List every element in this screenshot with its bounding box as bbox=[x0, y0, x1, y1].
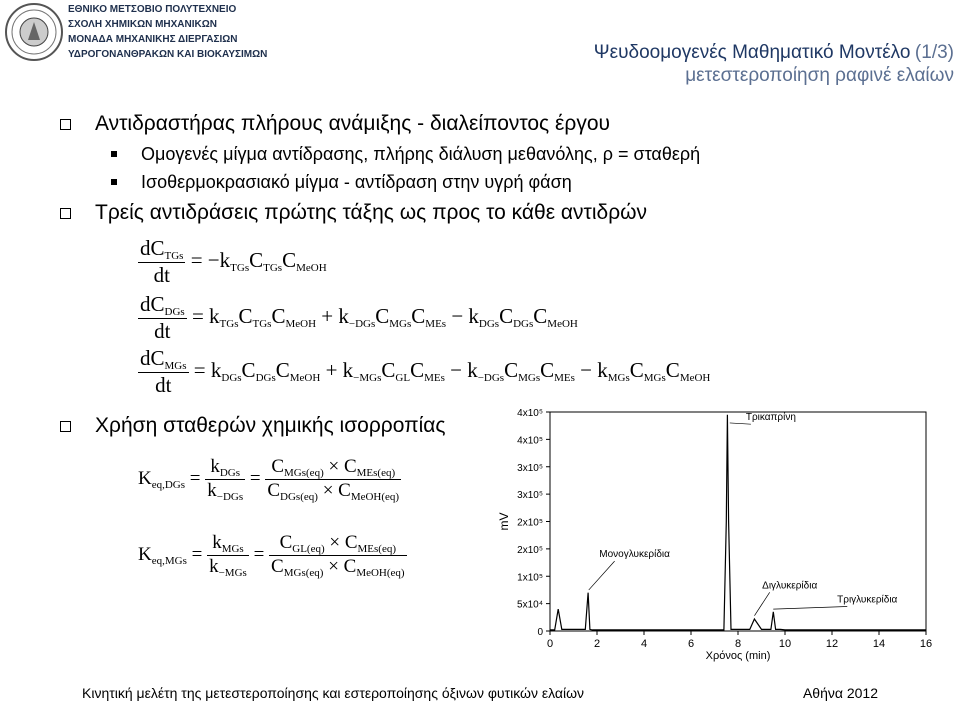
institution-name bbox=[68, 2, 267, 62]
equilibrium-equation-dgs: $K_{eq,DGs}$ = $\frac{k_{DGs}}{k_{-DGs}}$ = $\frac{C_{MGs(eq)} \times C_{MEs(eq)}}{C_{DGs(eq)} \times C_{MeOH(eq)}}$ bbox=[138, 456, 400, 503]
institution-line: ΜΟΝΑΔΑ ΜΗΧΑΝΙΚΗΣ ΔΙΕΡΓΑΣΙΩΝ bbox=[68, 34, 238, 45]
chromatogram-chart bbox=[488, 404, 940, 678]
y-axis-label: mV bbox=[497, 512, 511, 531]
title-main: Ψευδοομογενές Μαθηματικό Μοντέλο bbox=[593, 42, 911, 63]
title-page-number: (1/3) bbox=[914, 42, 954, 63]
sub-bullet-item bbox=[60, 168, 940, 196]
footer-date: Αθήνα 2012 bbox=[802, 685, 878, 701]
footer-title: Κινητική μελέτη της μετεστεροποίησης και εστεροποίησης όξινων φυτικών ελαίων bbox=[82, 685, 585, 701]
rate-equation-dgs: $\frac{dC_{DGs}}{dt}$ = $k_{TGs}C_{TGs}C_{MeOH} + k_{-DGs}C_{MGs}C_{MEs} - k_{DGs}C_{DGs}C_{MeOH}$ bbox=[140, 292, 578, 343]
slide-title bbox=[594, 42, 954, 87]
y-tick-label: 2x10⁵ bbox=[517, 517, 543, 529]
y-tick-label: 4x10⁵ bbox=[517, 435, 543, 447]
annotation-label: Διγλυκερίδια bbox=[762, 580, 818, 592]
x-tick-label: 4 bbox=[640, 638, 648, 650]
institution-line: ΕΘΝΙΚΟ ΜΕΤΣΟΒΙΟ ΠΟΛΥΤΕΧΝΕΙΟ bbox=[68, 4, 237, 15]
bullet-list bbox=[60, 107, 940, 229]
x-tick-label: 10 bbox=[778, 638, 792, 650]
footer bbox=[0, 684, 960, 703]
institution-line: ΣΧΟΛΗ ΧΗΜΙΚΩΝ ΜΗΧΑΝΙΚΩΝ bbox=[68, 19, 217, 30]
annotation-label: Τρικαπρίνη bbox=[745, 412, 796, 424]
bullet-item bbox=[60, 196, 940, 229]
y-tick-label: 5x10⁴ bbox=[517, 599, 543, 611]
x-tick-label: 8 bbox=[734, 638, 742, 650]
filled-square-bullet-icon bbox=[111, 179, 117, 185]
x-tick-label: 16 bbox=[919, 638, 933, 650]
annotation-label: Μονογλυκερίδια bbox=[599, 549, 670, 561]
y-tick-label: 4x10⁵ bbox=[517, 408, 543, 419]
y-tick-label: 1x10⁵ bbox=[517, 572, 543, 584]
annotation-label: Τριγλυκερίδια bbox=[837, 594, 898, 606]
y-tick-label: 3x10⁵ bbox=[517, 490, 543, 502]
institution-line: ΥΔΡΟΓΟΝΑΝΘΡΑΚΩΝ ΚΑΙ ΒΙΟΚΑΥΣΙΜΩΝ bbox=[68, 49, 268, 60]
x-axis-label: Χρόνος (min) bbox=[705, 650, 771, 662]
slide-subtitle: μετεστεροποίηση ραφινέ ελαίων bbox=[685, 65, 954, 86]
bullet-text: Ισοθερμοκρασιακό μίγμα - αντίδραση στην υγρή φάση bbox=[141, 171, 572, 192]
rate-equation-tgs: $\frac{dC_{TGs}}{dt}$ = $-k_{TGs}C_{TGs}C_{MeOH}$ bbox=[140, 236, 327, 287]
hollow-square-bullet-icon bbox=[60, 208, 71, 219]
x-tick-label: 14 bbox=[872, 638, 886, 650]
filled-square-bullet-icon bbox=[111, 151, 117, 157]
hollow-square-bullet-icon bbox=[60, 119, 71, 130]
bullet-text: Χρήση σταθερών χημικής ισορροπίας bbox=[95, 413, 446, 437]
university-seal-logo bbox=[4, 2, 64, 62]
y-tick-label: 3x10⁵ bbox=[517, 462, 543, 474]
x-tick-label: 2 bbox=[593, 638, 601, 650]
x-tick-label: 6 bbox=[687, 638, 695, 650]
x-tick-label: 12 bbox=[825, 638, 839, 650]
rate-equation-mgs: $\frac{dC_{MGs}}{dt}$ = $k_{DGs}C_{DGs}C_{MeOH} + k_{-MGs}C_{GL}C_{MEs} - k_{-DGs}C_{MGs}C_{MEs} - k_{MGs}C_{MGs}C_{MeOH}$ bbox=[140, 346, 711, 397]
bullet-text: Τρείς αντιδράσεις πρώτης τάξης ως προς το κάθε αντιδρών bbox=[95, 200, 648, 224]
x-tick-label: 0 bbox=[546, 638, 554, 650]
sub-bullet-item bbox=[60, 140, 940, 168]
bullet-text: Αντιδραστήρας πλήρους ανάμιξης - διαλείποντος έργου bbox=[95, 111, 610, 135]
hollow-square-bullet-icon bbox=[60, 421, 71, 432]
header bbox=[0, 0, 960, 86]
bullet-text: Ομογενές μίγμα αντίδρασης, πλήρης διάλυση μεθανόλης, ρ = σταθερή bbox=[141, 143, 701, 164]
y-tick-label: 0 bbox=[537, 627, 543, 638]
equilibrium-equation-mgs: $K_{eq,MGs}$ = $\frac{k_{MGs}}{k_{-MGs}}$ = $\frac{C_{GL(eq)} \times C_{MEs(eq)}}{C_{MGs(eq)} \times C_{MeOH(eq)}}$ bbox=[138, 532, 405, 579]
y-tick-label: 2x10⁵ bbox=[517, 544, 543, 556]
bullet-item bbox=[60, 107, 940, 140]
